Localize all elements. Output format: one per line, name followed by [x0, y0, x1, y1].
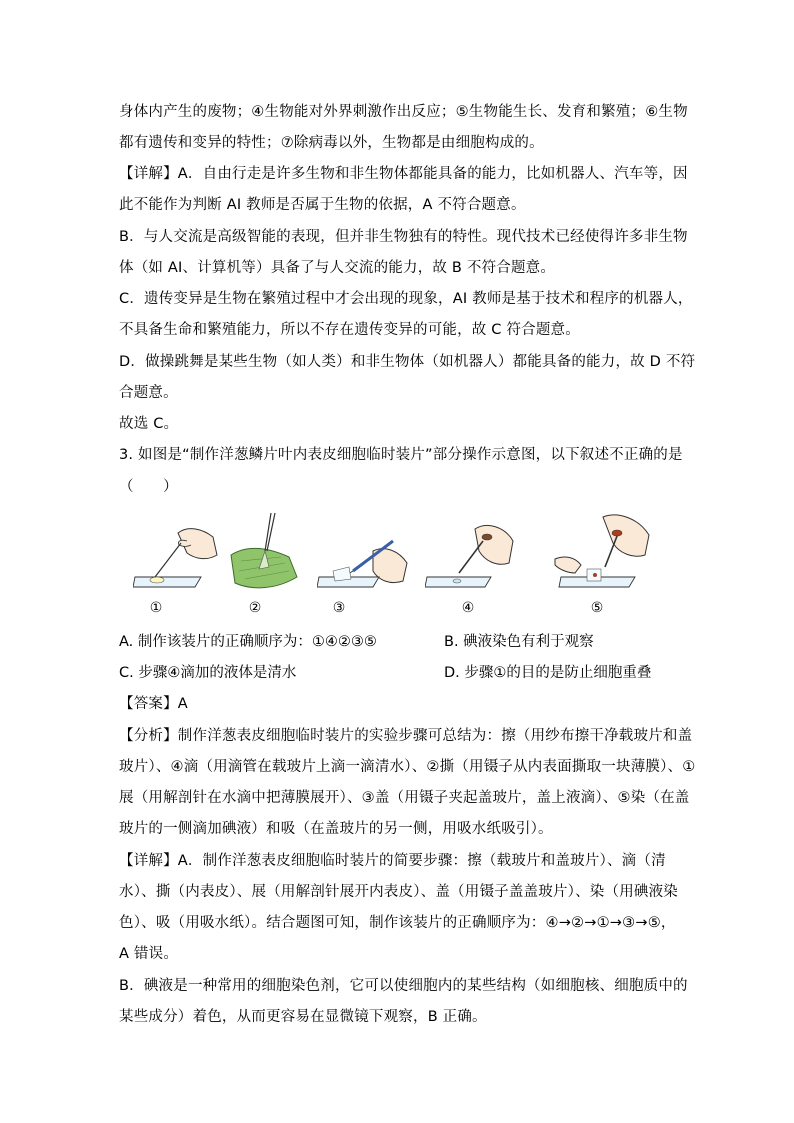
step-label: ⑤ — [590, 600, 604, 616]
detail-line: D．做操跳舞是某些生物（如人类）和非生物体（如机器人）都能具备的能力，故 D 不符 — [119, 354, 696, 370]
detail-line: 色）、吸（用吸水纸）。结合题图可知，制作该装片的正确顺序为：④→②→①→③→⑤， — [119, 915, 676, 931]
option-b: B. 碘液染色有利于观察 — [444, 634, 594, 650]
answer-line: 【答案】A — [119, 696, 188, 712]
step-illustration-stain — [553, 511, 663, 597]
detail-line: 【详解】A．自由行走是许多生物和非生物体都能具备的能力，比如机器人、汽车等，因 — [119, 166, 688, 182]
option-d: D. 步骤①的目的是防止细胞重叠 — [444, 665, 652, 681]
option-a: A. 制作该装片的正确顺序为：①④②③⑤ — [119, 634, 377, 650]
step-illustration-cover — [317, 511, 413, 597]
conclusion-line: 故选 C。 — [119, 416, 179, 432]
step-label: ① — [149, 600, 163, 616]
step-illustration-peel — [225, 511, 303, 597]
question-stem: 3. 如图是“制作洋葱鳞片叶内表皮细胞临时装片”部分操作示意图，以下叙述不正确的是 — [119, 447, 683, 463]
analysis-line: 【分析】制作洋葱表皮细胞临时装片的实验步骤可总结为：擦（用纱布擦干净载玻片和盖 — [119, 728, 693, 744]
text-line: 身体内产生的废物；④生物能对外界刺激作出反应；⑤生物能生长、发育和繁殖；⑥生物 — [119, 104, 688, 120]
analysis-line: 展（用解剖针在水滴中把薄膜展开）、③盖（用镊子夹起盖玻片，盖上液滴）、⑤染（在盖 — [119, 790, 690, 806]
text-line: 都有遗传和变异的特性；⑦除病毒以外，生物都是由细胞构成的。 — [119, 135, 544, 151]
detail-line: 【详解】A．制作洋葱表皮细胞临时装片的简要步骤：擦（载玻片和盖玻片）、滴（清 — [119, 853, 666, 869]
question-blank: （ ） — [119, 479, 178, 495]
step-label: ③ — [332, 600, 346, 616]
detail-line: C．遗传变异是生物在繁殖过程中才会出现的现象，AI 教师是基于技术和程序的机器人， — [119, 291, 693, 307]
detail-line: 不具备生命和繁殖能力，所以不存在遗传变异的可能，故 C 符合题意。 — [119, 322, 580, 338]
procedure-figure — [133, 511, 663, 623]
step-label: ④ — [461, 600, 475, 616]
detail-line: B．碘液是一种常用的细胞染色剂，它可以使细胞内的某些结构（如细胞核、细胞质中的 — [119, 978, 688, 994]
analysis-line: 玻片的一侧滴加碘液）和吸（在盖玻片的另一侧，用吸水纸吸引）。 — [119, 821, 553, 837]
detail-line: A 错误。 — [119, 946, 179, 962]
option-c: C. 步骤④滴加的液体是清水 — [119, 665, 297, 681]
step-illustration-drop — [425, 511, 521, 597]
detail-line: 体（如 AI、计算机等）具备了与人交流的能力，故 B 不符合题意。 — [119, 260, 556, 276]
detail-line: 水）、撕（内表皮）、展（用解剖针展开内表皮）、盖（用镊子盖盖玻片）、染（用碘液染 — [119, 884, 678, 900]
detail-line: B．与人交流是高级智能的表现，但并非生物独有的特性。现代技术已经使得许多非生物 — [119, 229, 688, 245]
analysis-line: 玻片）、④滴（用滴管在载玻片上滴一滴清水）、②撕（用镊子从内表面撕取一块薄膜）、① — [119, 759, 696, 775]
detail-line: 合题意。 — [119, 385, 178, 401]
step-illustration-spread — [133, 511, 223, 597]
step-label: ② — [248, 600, 262, 616]
detail-line: 此不能作为判断 AI 教师是否属于生物的依据，A 不符合题意。 — [119, 197, 526, 213]
detail-line: 某些成分）着色，从而更容易在显微镜下观察，B 正确。 — [119, 1009, 487, 1025]
